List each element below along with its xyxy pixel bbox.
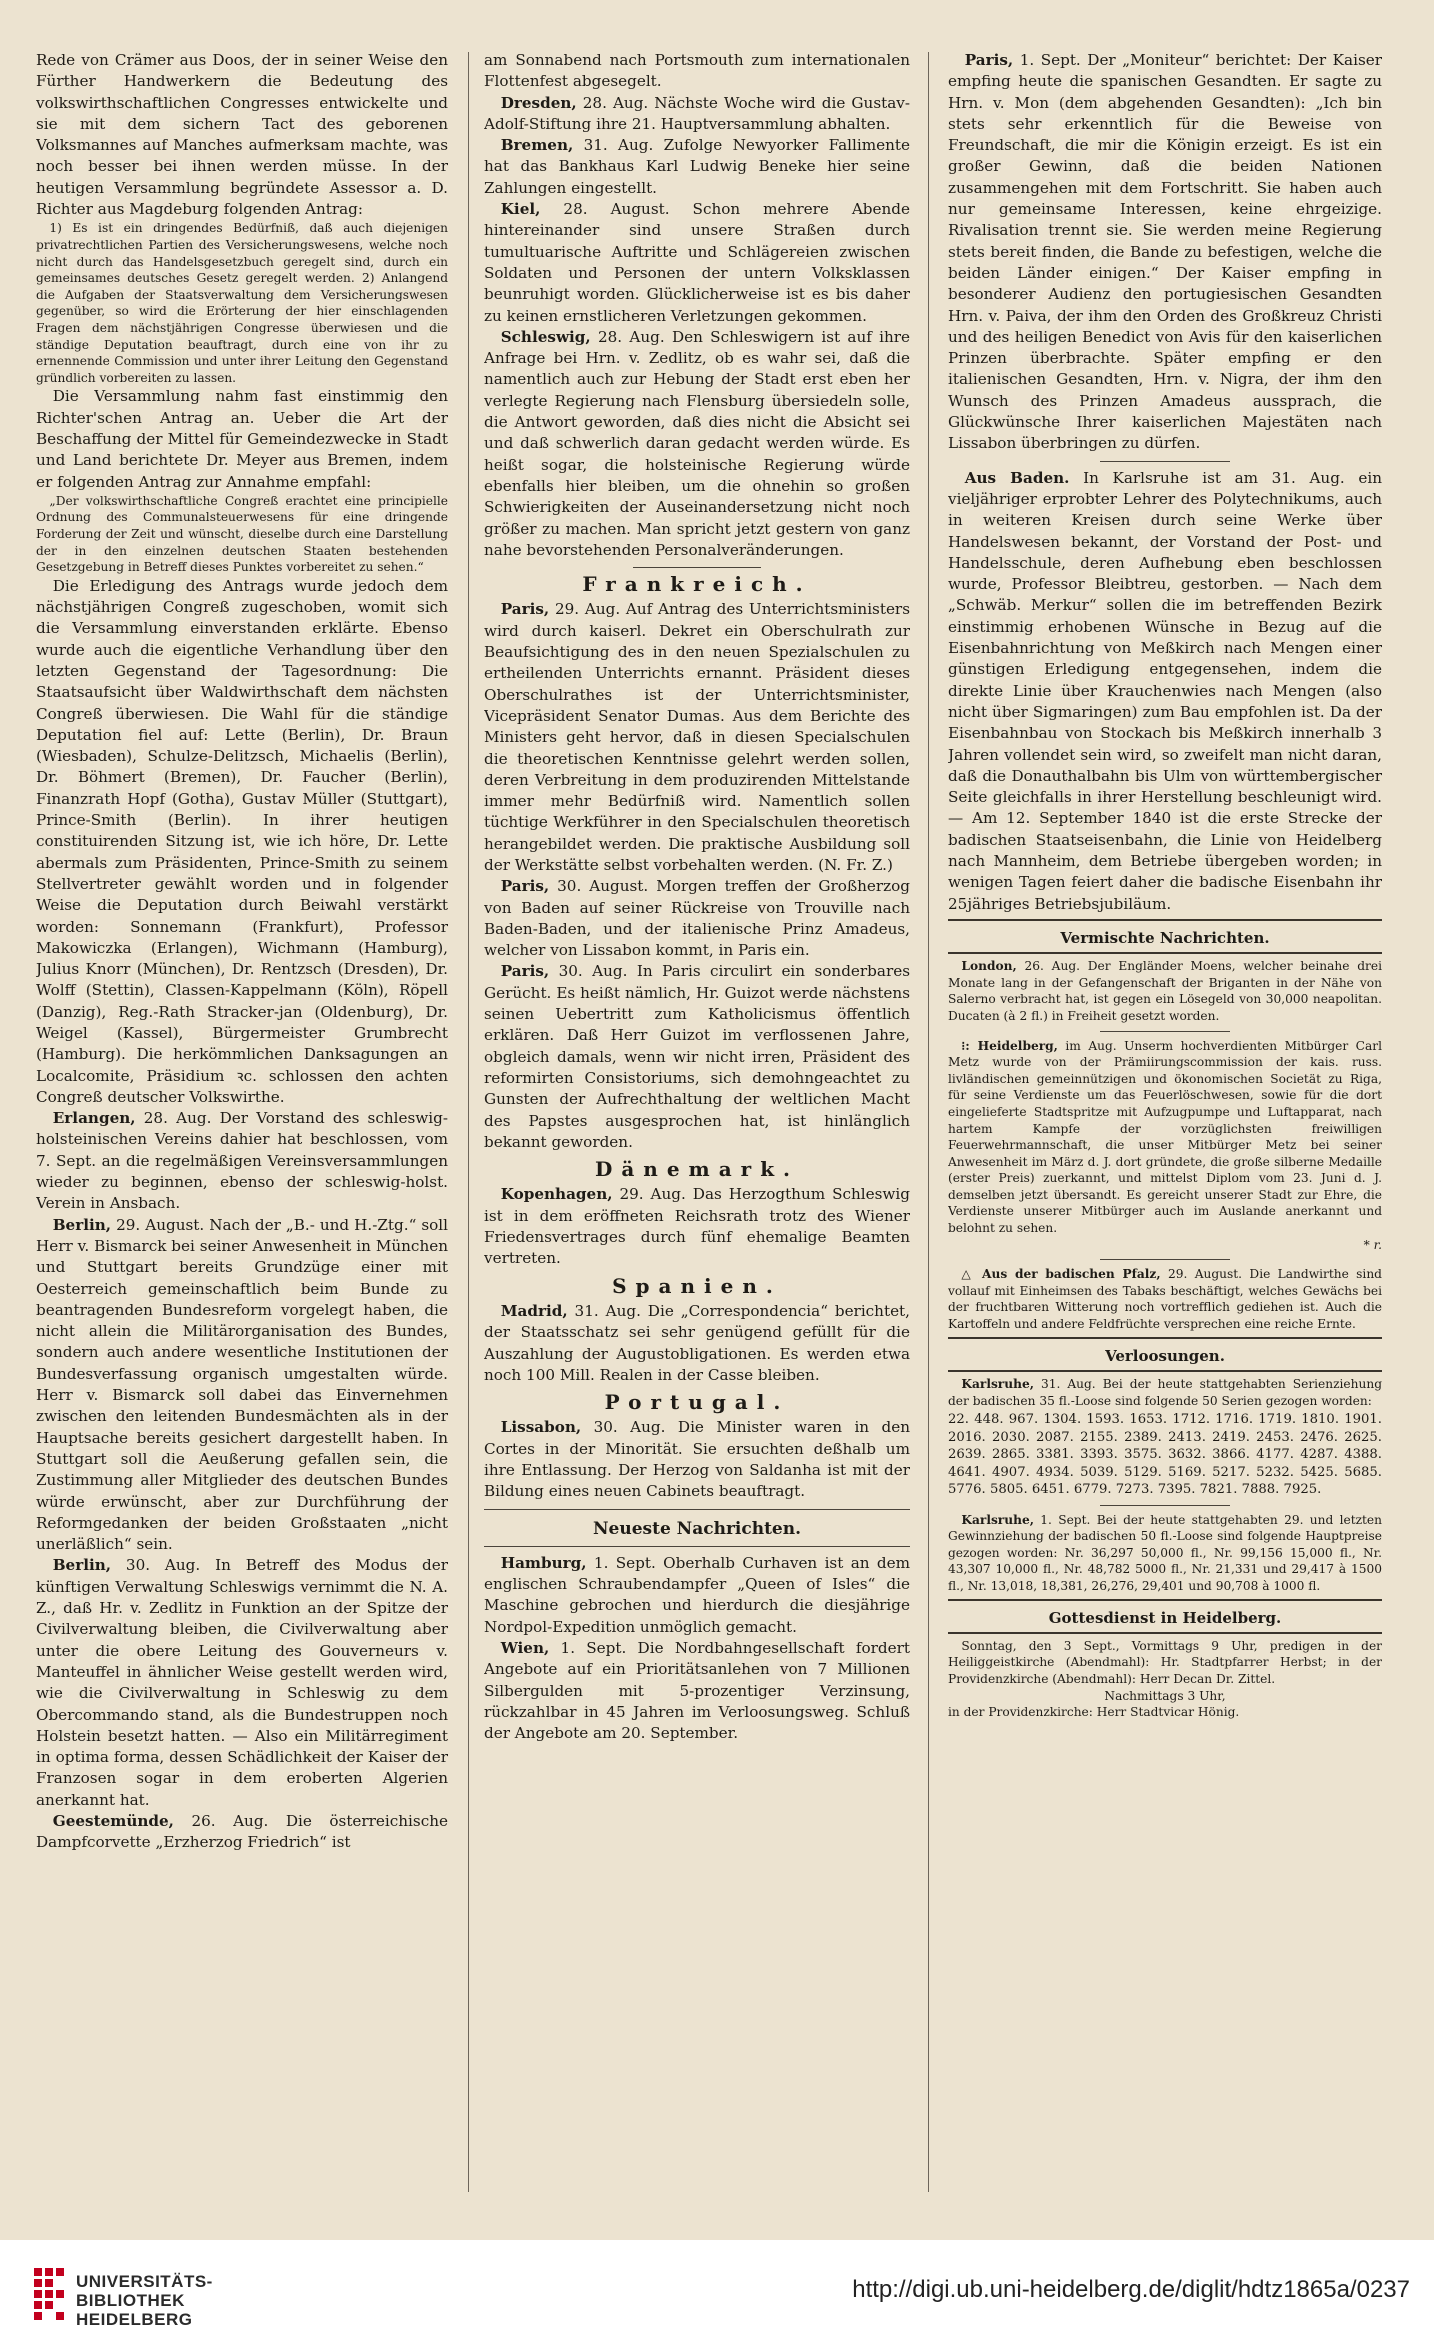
service-text: in der Providenzkirche: Herr Stadtvicar Hönig.: [948, 1705, 1240, 1720]
news-item-madrid: [484, 1301, 910, 1386]
news-item-baden: [948, 468, 1382, 915]
dateline-place: Hamburg,: [500, 1553, 587, 1572]
news-item-london: [948, 958, 1382, 1024]
news-item-karlsruhe: [948, 1512, 1382, 1595]
article-paragraph: Die Erledigung des Antrags wurde jedoch dem nächstjährigen Congreß zugeschoben, womit sich die Versammlung einverstanden erklärte. Ebenso wurde auch die eigentliche Verhandlung über den letzten Gegenstand der Tagesordnung: Die Staatsaufsicht über Waldwirthschaft dem nächsten Congreß überwiesen. Die Wahl für die ständige Deputation fiel auf: Lette (Berlin), Dr. Braun (Wiesbaden), Schulze-Delitzsch, Michaelis (Berlin), Dr. Böhmert (Bremen), Dr. Faucher (Berlin), Finanzrath Hopf (Gotha), Gustav Müller (Stuttgart), Prince-Smith (Berlin). In ihrer heutigen constituirenden Sitzung ist, wie ich höre, Dr. Lette abermals zum Präsidenten, Prince-Smith zu seinem Stellvertreter gewählt worden und in folgender Weise die Deputation durch Beiwahl verstärkt worden: Sonnemann (Frankfurt), Professor Makowiczka (Erlangen), Wichmann (Hamburg), Julius Knorr (München), Dr. Rentzsch (Dresden), Dr. Wolff (Stettin), Classen-Kappelmann (Köln), Röpell (Danzig), Reg.-Rath Stracker-jan (Oldenburg), Dr. Weigel (Kassel), Bürgermeister Grumbrecht (Hamburg). Die herkömmlichen Danksagungen an Localcomite, Präsidium ꝛc. schlossen den achten Congreß deutscher Volkswirthe.: [36, 576, 448, 1106]
service-text: Sonntag, den 3 Sept., Vormittags 9 Uhr, predigen in der Heiliggeistkirche (Abendmahl): Hr. Stadtpfarrer Herbst; in der Providenzkirche (Abendmahl): Herr Decan Dr. Zittel.: [948, 1638, 1382, 1687]
resolution-text: [36, 220, 448, 386]
dateline-place: Paris,: [500, 600, 550, 619]
news-text: 28. Aug. Nächste Woche wird die Gustav-Adolf-Stiftung ihre 21. Hauptversammlung abhalten.: [484, 93, 910, 133]
library-name-line: BIBLIOTHEK: [76, 2291, 185, 2310]
news-text: im Aug. Unserm hochverdienten Mitbürger Carl Metz wurde von der Prämiirungscommission der kais. russ. livländischen gemeinnützigen und ökonomischen Societät zu Riga, für seine Verdienste um das Feuerlöschwesen, sowie für die dort eingelieferte Stadtspritze mit Aufzugpumpe und Luftapparat, nach hartem Kampfe der vorzüglichsten freiwilligen Feuerwehrmannschaft, die unser Mitbürger Metz bei seiner Anwesenheit im März d. J. dort gründete, die große silberne Medaille (erster Preis) zuerkannt, und mittelst Diplom vom 23. Juni d. J. demselben jetzt übersandt. Es gereicht unserer Stadt zur Ehre, die Verdienste unserer Mitbürger auch im Auslande anerkannt und belohnt zu sehen.: [948, 1038, 1382, 1236]
section-heading-frankreich: Frankreich.: [582, 572, 812, 597]
lottery-series-numbers: 22. 448. 967. 1304. 1593. 1653. 1712. 1716. 1719. 1810. 1901. 2016. 2030. 2087. 2155. 2389. 2413. 2419. 2453. 2476. 2625. 2639. 2865. 3381. 3393. 3575. 3632. 3866. 4177. 4287. 4388. 4641. 4907. 4934. 5039. 5129. 5169. 5217. 5232. 5425. 5685. 5776. 5805. 6451. 6779. 7273. 7395. 7821. 7888. 7925.: [948, 1412, 1382, 1498]
news-item-hamburg: [484, 1553, 910, 1638]
news-item-dresden: [484, 93, 910, 136]
resolution-text: [36, 493, 448, 576]
dateline-place: Berlin,: [52, 1215, 112, 1234]
news-item-berlin: [36, 1555, 448, 1811]
dateline-place: Paris,: [500, 877, 550, 896]
news-text: 1. Sept. Die Nordbahngesellschaft fordert Angebote auf ein Prioritätsanlehen von 7 Millionen Silbergulden mit 5-prozentiger Verzinsung, rückzahlbar in 45 Jahren im Verloosungsweg. Schluß der Angebote am 20. September.: [484, 1639, 910, 1743]
news-text: In Karlsruhe ist am 31. Aug. ein vieljähriger erprobter Lehrer des Polytechnikums, auch in weiteren Kreisen durch seine Werke über Handelswesen bekannt, der Vorstand der Post- und Handelsschule, deren Aufhebung eben beschlossen wurde, Professor Bleibtreu, gestorben. — Nach dem „Schwäb. Merkur“ sollen die im betreffenden Bezirk einstimmig erhobenen Wünsche in Bezug auf die Eisenbahnrichtung von Meßkirch nach Mengen einer günstigen Erledigung entgegensehen, indem die direkte Linie über Krauchenwies nach Mengen (also nicht über Sigmaringen) zum Bau empfohlen ist. Da der Eisenbahnbau von Stockach bis Meßkirch innerhalb 3 Jahren vollendet sein wird, so zweifelt man nicht daran, daß die Donauthalbahn bis Ulm von württembergischer Seite gleichfalls in ihrer Herstellung beschleunigt wird. — Am 12. September 1840 ist die erste Strecke der badischen Staatseisenbahn, die Linie von Heidelberg nach Mannheim, dem Betriebe übergeben worden; in wenigen Tagen feiert daher die badische Eisenbahn ihr 25jähriges Betriebsjubiläum.: [948, 468, 1382, 913]
news-item-geestemuende: [36, 1811, 448, 1854]
section-heading-spanien: Spanien.: [612, 1273, 782, 1298]
section-box: [948, 1337, 1382, 1372]
news-text: 30. Aug. Die Minister waren in den Cortes in der Minorität. Sie ersuchten deßhalb um ihre Entlassung. Der Herzog von Saldanha ist mit der Bildung eines neuen Cabinets beauftragt.: [484, 1418, 910, 1501]
news-item-paris: [484, 961, 910, 1153]
column-2: [484, 50, 910, 2200]
section-heading-portugal: Portugal.: [604, 1390, 790, 1415]
dateline-place: Kopenhagen,: [500, 1185, 613, 1204]
dateline-place: Geestemünde,: [52, 1811, 174, 1830]
news-item-paris: [948, 50, 1382, 455]
dateline-place: Lissabon,: [500, 1418, 582, 1437]
article-paragraph: Rede von Crämer aus Doos, der in seiner Weise den Fürther Handwerkern die Bedeutung des volkswirthschaftlichen Congresses entwickelte und sie mit dem sichern Tact des geborenen Volksmannes auf Manches aufmerksam machte, was noch besser bei ihnen werden müsse. In der heutigen Versammlung begründete Assessor a. D. Richter aus Magdeburg folgenden Antrag:: [36, 51, 448, 219]
news-text: 29. Aug. Das Herzogthum Schleswig ist in dem eröffneten Reichsrath trotz des Wiener Friedensvertrages durch fünf ehemalige Beamten vertreten.: [484, 1185, 910, 1268]
dateline-place: Paris,: [500, 962, 550, 981]
section-divider: [633, 567, 761, 568]
library-name-line: HEIDELBERG: [76, 2310, 193, 2329]
dateline-place: △ Aus der badischen Pfalz,: [961, 1267, 1161, 1282]
news-item-erlangen: [36, 1108, 448, 1214]
section-divider: [1100, 1505, 1230, 1506]
news-text: 29. August. Nach der „B.- und H.-Ztg.“ soll Herr v. Bismarck bei seiner Anwesenheit in München und Stuttgart bereits Grundzüge einer mit Oesterreich gemeinschaftlich beim Bunde zu beantragenden Bundesreform vorgelegt haben, die nicht allein die Militärorganisation des Bundes, sondern auch andere wesentliche Institutionen der Bundesverfassung organisch umgestalten würde. Herr v. Bismarck soll dabei das Einvernehmen zwischen den leitenden Bundesmächten als in der Hauptsache bereits gesichert dargestellt haben. In Stuttgart soll die Aeußerung gefallen sein, die Zustimmung aller Mitglieder des deutschen Bundes würde erwünscht, aber zur Durchführung der Reformgedanken der beiden Großstaaten „nicht unerläßlich“ sein.: [36, 1215, 448, 1554]
news-item-paris: [484, 876, 910, 961]
news-text: 30. Aug. In Paris circulirt ein sonderbares Gerücht. Es heißt nämlich, Hr. Guizot werde nächstens seinen Uebertritt zum Katholicismus öffentlich erklären. Daß Herr Guizot im verflossenen Jahre, obgleich damals, wenn wir nicht irren, Präsident des reformirten Consistoriums, sich demohngeachtet zu Gunsten der Aufrechthaltung der weltlichen Macht des Papstes ausgesprochen hat, ist hinlänglich bekannt geworden.: [484, 962, 910, 1151]
dateline-place: Paris,: [964, 51, 1014, 69]
church-service-notice: [948, 1638, 1382, 1721]
article-paragraph-small: „Der volkswirthschaftliche Congreß erachtet eine principielle Ordnung des Communalsteuerwesens für eine dringende Forderung der Zeit und wünscht, dieselbe durch eine Darstellung der in den einzelnen deutschen Staaten bestehenden Gesetzgebung in Betreff dieses Punktes vorbereitet zu sehen.“: [36, 493, 448, 575]
source-url[interactable]: http://digi.ub.uni-heidelberg.de/diglit/hdtz1865a/0237: [852, 2276, 1410, 2303]
news-text: 1. Sept. Bei der heute stattgehabten 29. und letzten Gewinnziehung der badischen 50 fl.-Loose sind folgende Hauptpreise gezogen worden: Nr. 36,297 50,000 fl., Nr. 99,156 15,000 fl., Nr. 43,307 10,000 fl., Nr. 48,782 5000 fl., Nr. 21,331 und 29,417 à 1500 fl., Nr. 13,018, 18,381, 26,276, 29,401 und 90,708 à 1000 fl.: [948, 1512, 1382, 1593]
news-text: 26. Aug. Der Engländer Moens, welcher beinahe drei Monate lang in der Gefangenschaft der Briganten in der Nähe von Salerno verbracht hat, ist gegen ein Lösegeld von 30,000 neapolitan. Ducaten (à 2 fl.) in Freiheit gesetzt worden.: [948, 959, 1382, 1023]
university-library-logo-icon: [34, 2268, 64, 2330]
dateline-place: Kiel,: [500, 200, 541, 219]
dateline-place: Berlin,: [52, 1556, 112, 1575]
library-name: [76, 2272, 213, 2329]
dateline-place: London,: [961, 959, 1017, 974]
news-item-bremen: [484, 135, 910, 199]
news-item-berlin: [36, 1215, 448, 1556]
news-item-heidelberg: [948, 1038, 1382, 1237]
miscellaneous-news: [948, 958, 1382, 1332]
article-paragraph: Die Versammlung nahm fast einstimmig den Richter'schen Antrag an. Ueber die Art der Beschaffung der Mittel für Gemeindezwecke in Stadt und Land berichtete Dr. Meyer aus Bremen, indem er folgenden Antrag zur Annahme empfahl:: [36, 387, 448, 491]
section-divider: [1100, 461, 1230, 462]
section-box: [948, 919, 1382, 954]
dateline-place: Aus Baden.: [964, 468, 1070, 487]
dateline-place: Madrid,: [500, 1301, 568, 1320]
news-item-karlsruhe: [948, 1376, 1382, 1409]
page-footer: [0, 2240, 1434, 2350]
column-3: [948, 50, 1382, 2200]
library-name-line: UNIVERSITÄTS-: [76, 2272, 213, 2291]
section-divider: [1100, 1259, 1230, 1260]
news-text: 29. August. Die Landwirthe sind vollauf mit Einheimsen des Tabaks beschäftigt, welches Gewächs bei der fruchtbaren Witterung noch vortrefflich gediehen ist. Auch die Kartoffeln und andere Feldfrüchte versprechen eine reiche Ernte.: [948, 1267, 1382, 1332]
news-item-wien: [484, 1638, 910, 1744]
news-item-lissabon: [484, 1417, 910, 1502]
section-box: [948, 1599, 1382, 1634]
section-heading-neueste: Neueste Nachrichten.: [592, 1518, 802, 1539]
dateline-place: Bremen,: [500, 136, 574, 155]
column-rule: [468, 52, 469, 2192]
column-1: [36, 50, 448, 2200]
article-paragraph-small: 1) Es ist ein dringendes Bedürfniß, daß auch diejenigen privatrechtlichen Partien des Versicherungswesens, welche noch nicht durch das Handelsgesetzbuch geregelt sind, durch ein gemeinsames deutsches Gesetz geregelt werden. 2) Anlangend die Aufgaben der Staatsverwaltung dem Versicherungswesen gegenüber, so wird die Erörterung der hier einschlagenden Fragen dem nächstjährigen Congresse überwiesen und die ständige Deputation beauftragt, durch eine von ihr zu ernennende Commission und unter ihrer Leitung den Gegenstand gründlich vorbereiten zu lassen.: [36, 221, 448, 385]
section-heading-verloosungen: Verloosungen.: [1105, 1346, 1225, 1365]
news-text: 29. Aug. Auf Antrag des Unterrichtsministers wird durch kaiserl. Dekret ein Oberschulrath zur Beaufsichtigung des in den neuen Spezialschulen zu ertheilenden Unterrichts ernannt. Präsident dieses Oberschulrathes ist der Unterrichtsminister, Vicepräsident Senator Dumas. Aus dem Berichte des Ministers geht hervor, daß in diesen Specialschulen die theoretischen Kenntnisse gelehrt werden sollen, deren Verbreitung in dem produzirenden Mittelstande immer mehr Bedürfniß wird. Namentlich sollen tüchtige Werkführer in den Specialschulen theoretisch herangebildet werden. Die praktische Ausbildung soll der Werkstätte selbst vorbehalten werden.: [484, 600, 910, 874]
section-heading-daenemark: Dänemark.: [594, 1157, 800, 1182]
article-paragraph: am Sonnabend nach Portsmouth zum internationalen Flottenfest abgesegelt.: [484, 51, 910, 91]
dateline-place: ⁝: Heidelberg,: [961, 1038, 1058, 1053]
news-text: 30. August. Morgen treffen der Großherzog von Baden auf seiner Rückreise von Trouville nach Baden-Baden, und der italienische Prinz Amadeus, welcher von Lissabon kommt, in Paris ein.: [484, 877, 910, 960]
dateline-place: Wien,: [500, 1639, 550, 1658]
source-citation: (N. Fr. Z.): [818, 855, 893, 874]
news-text: 28. Aug. Der Vorstand des schleswig-holsteinischen Vereins dahier hat beschlossen, vom 7. Sept. an die regelmäßigen Vereinsversammlungen wieder zu beginnen, ebenso der schleswig-holst. Verein in Ansbach.: [36, 1109, 448, 1213]
news-text: 28. August. Schon mehrere Abende hintereinander sind unsere Straßen durch tumultuarische Auftritte und Schlägereien zwischen Soldaten und Personen der untern Volksklassen beunruhigt worden. Glücklicherweise ist es bis daher zu keinen ernstlicheren Verletzungen gekommen.: [484, 200, 910, 325]
dateline-place: Dresden,: [500, 93, 577, 112]
news-text: 28. Aug. Den Schleswigern ist auf ihre Anfrage bei Hrn. v. Zedlitz, ob es wahr sei, daß die namentlich auch zur Hebung der Stadt erst eben her verlegte Regierung nach Flensburg übersiedeln solle, die Antwort geworden, daß dies nicht die Absicht sei und daß schwerlich daran gedacht werden würde. Es heißt sogar, die holsteinische Regierung würde ebenfalls hier bleiben, um die ohnehin so großen Schwierigkeiten der Auseinandersetzung nicht noch größer zu machen. Man spricht jetzt gestern von ganz nahe bevorstehenden Personalveränderungen.: [484, 327, 910, 559]
news-text: 31. Aug. Zufolge Newyorker Fallimente hat das Bankhaus Karl Ludwig Beneke hier seine Zahlungen eingestellt.: [484, 136, 910, 197]
author-signature: * r.: [1363, 1237, 1382, 1252]
section-divider: [484, 1509, 910, 1510]
dateline-place: Schleswig,: [500, 327, 591, 346]
dateline-place: Erlangen,: [52, 1109, 136, 1128]
lottery-news: [948, 1376, 1382, 1595]
news-text: 26. Aug. Die österreichische Dampfcorvette „Erzherzog Friedrich“ ist: [36, 1811, 448, 1852]
news-text: 31. Aug. Die „Correspondencia“ berichtet, der Staatsschatz sei sehr genügend gefüllt für die Auszahlung der Augustobligationen. Es werden etwa noch 100 Mill. Realen in der Casse bleiben.: [484, 1301, 910, 1384]
section-divider: [1100, 1031, 1230, 1032]
column-rule: [928, 52, 929, 2192]
dateline-place: Karlsruhe,: [961, 1376, 1034, 1391]
news-text: 31. Aug. Bei der heute stattgehabten Serienziehung der badischen 35 fl.-Loose sind folgende 50 Serien gezogen worden:: [948, 1376, 1382, 1408]
news-item-pfalz: [948, 1266, 1382, 1332]
news-text: 1. Sept. Der „Moniteur“ berichtet: Der Kaiser empfing heute die spanischen Gesandten. Er sagte zu Hrn. v. Mon (dem abgehenden Gesandten): „Ich bin stets sehr erkenntlich für die Beweise von Freundschaft, die mir die Königin erzeigt. Es ist ein großer Gewinn, daß die beiden Nationen zusammengehen mit dem Fortschritt. Sie haben auch nur gemeinsame Interessen, keine ehrgeizige. Rivalisation trennt sie. Sie werden meine Regierung stets bereit finden, die Bande zu befestigen, welche die beiden Länder einigen.“ Der Kaiser empfing in besonderer Audienz den portugiesischen Gesandten Hrn. v. Paiva, der ihm den Orden des Großkreuz Christi und des heiligen Benedict von Avis für den kaiserlichen Prinzen überbrachte. Später empfing er den italienischen Gesandten, Hrn. v. Nigra, der ihm den Wunsch des Prinzen Amadeus aussprach, die Glückwünsche Ihrer kaiserlichen Majestäten nach Lissabon überbringen zu dürfen.: [948, 51, 1382, 453]
news-item-kopenhagen: [484, 1184, 910, 1269]
news-item-schleswig: [484, 327, 910, 561]
news-item-paris: [484, 599, 910, 876]
section-heading-gottesdienst: Gottesdienst in Heidelberg.: [1048, 1608, 1282, 1627]
news-text: 1. Sept. Oberhalb Curhaven ist an dem englischen Schraubendampfer „Queen of Isles“ die Maschine gebrochen und hierdurch die diesjährige Nordpol-Expedition unmöglich gemacht.: [484, 1553, 910, 1636]
news-item-kiel: [484, 199, 910, 327]
service-text: Nachmittags 3 Uhr,: [1104, 1688, 1226, 1703]
section-divider: [484, 1546, 910, 1547]
section-heading-vermischte: Vermischte Nachrichten.: [1060, 928, 1270, 947]
news-text: 30. Aug. In Betreff des Modus der künftigen Verwaltung Schleswigs vernimmt die N. A. Z., daß Hr. v. Zedlitz in Funktion an der Spitze der Civilverwaltung bleiben, die Civilverwaltung aber unter die obere Leitung des Gouverneurs v. Manteuffel in ähnlicher Weise gestellt werden wird, wie die Civilverwaltung in Schleswig zu dem Obercommando stand, als die Bundestruppen noch Holstein besetzt hatten. — Also ein Militärregiment in optima forma, dessen Schädlichkeit der Kaiser der Franzosen sogar in dem eroberten Algerien anerkannt hat.: [36, 1556, 448, 1809]
dateline-place: Karlsruhe,: [961, 1512, 1034, 1527]
